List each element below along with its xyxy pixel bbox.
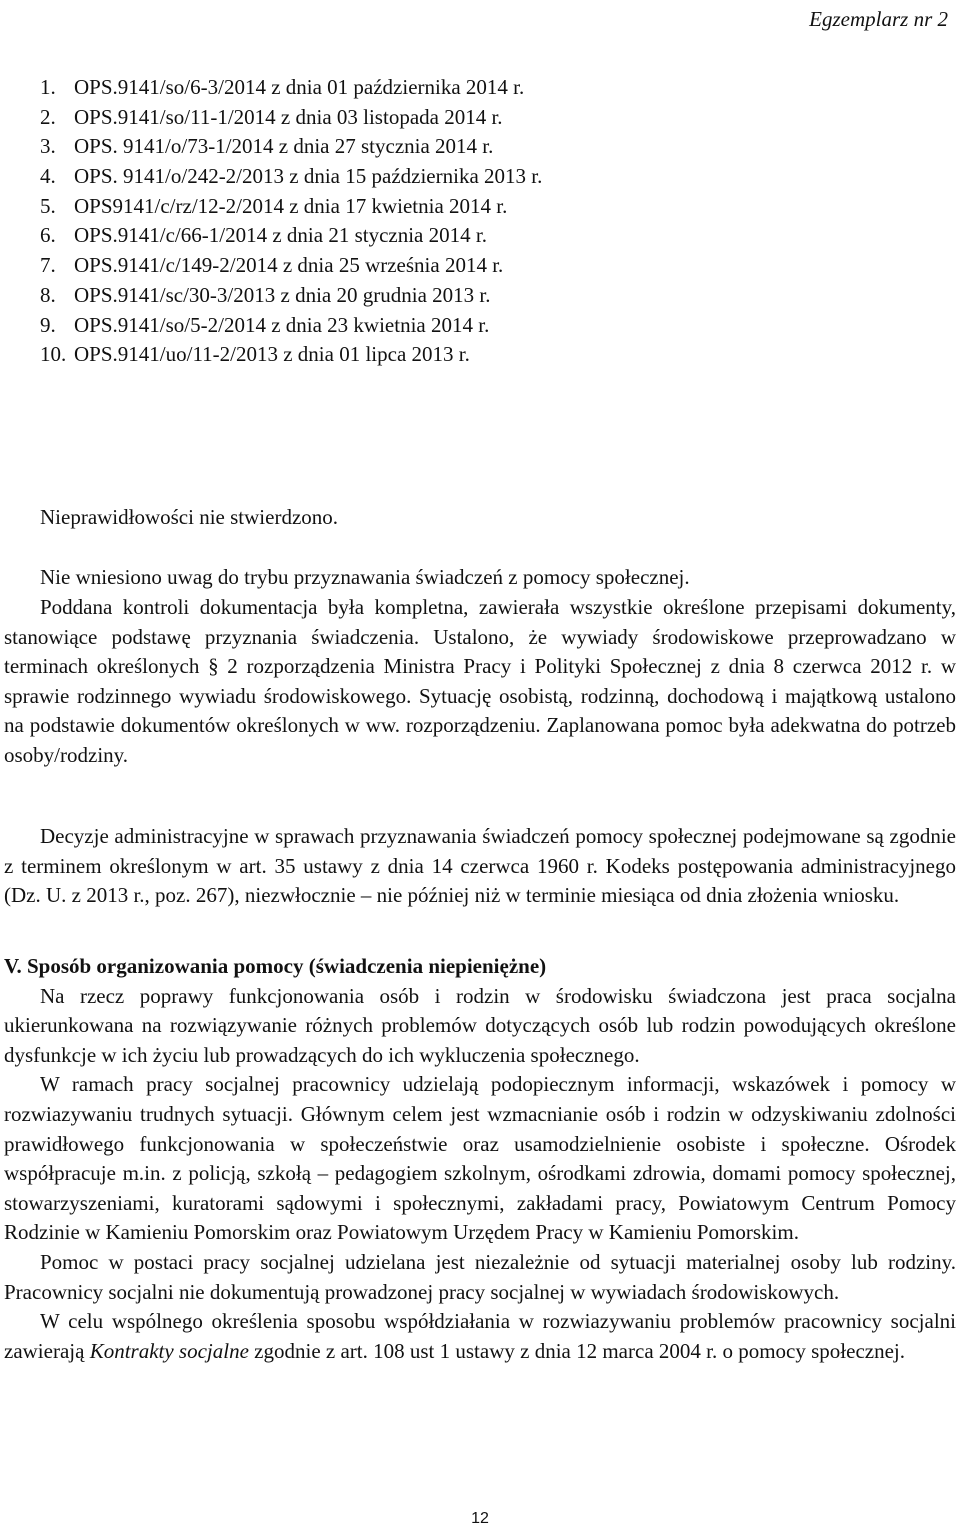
control-paragraph: Poddana kontroli dokumentacja była kompletna, zawierała wszystkie określone przepisami dokumenty, stanowiące podstawę przyznania świadczenia. Ustalono, że wywiady środowiskowe przeprowadzano w terminach określonych § 2 rozporządzenia Ministra Pracy i Polityki Społecznej z dnia 8 czerwca 2012 r. w sprawie rodzinnego wywiadu środowiskowego. Sytuację osobistą, rodzinną, dochodową i majątkową ustalono na podstawie dokumentów określonych w ww. rozporządzeniu. Zaplanowana pomoc była adekwatna do potrzeb osoby/rodziny. <box>4 595 956 767</box>
section-heading: V. Sposób organizowania pomocy (świadczenia niepieniężne) <box>4 954 547 978</box>
list-item-number: 10. <box>40 342 67 367</box>
documentation-paragraph: Pomoc w postaci pracy socjalnej udzielana jest niezależnie od sytuacji materialnej osoby lub rodziny. Pracownicy socjalni nie dokumentują prowadzonej pracy socjalnej w wywiadach środowiskowych. <box>4 1249 956 1304</box>
decisions-timing <box>4 822 956 911</box>
contracts-term: Kontrakty socjalne <box>89 1338 249 1363</box>
list-item-number: 2. <box>40 104 56 129</box>
no-remarks-statement: Nie wniesiono uwag do trybu przyznawania świadczeń z pomocy społecznej. <box>40 565 690 589</box>
list-item <box>40 73 940 103</box>
list-item <box>40 221 940 251</box>
decision-list <box>40 73 940 370</box>
list-item <box>40 192 940 222</box>
list-item-text: OPS.9141/so/5-2/2014 z dnia 23 kwietnia 2014 r. <box>74 312 490 337</box>
section-v <box>4 952 956 1366</box>
contracts-text-before: W celu wspólnego określenia sposobu współdziałania w rozwiazywaniu problemów pracownicy socjalni zawierają <box>4 1309 956 1363</box>
list-item-text: OPS. 9141/o/73-1/2014 z dnia 27 stycznia 2014 r. <box>74 134 494 159</box>
list-item-text: OPS.9141/uo/11-2/2013 z dnia 01 lipca 2013 r. <box>74 342 470 367</box>
page-number: 12 <box>471 1510 489 1527</box>
list-item-number: 3. <box>40 134 56 159</box>
list-item <box>40 340 940 370</box>
list-item-number: 7. <box>40 253 56 278</box>
social-work-paragraph: Na rzecz poprawy funkcjonowania osób i rodzin w środowisku świadczona jest praca socjalna ukierunkowana na rozwiązywanie różnych problemów dotyczących osób lub rodzin powodujących określone dysfunkcje w ich życiu lub prowadzących do ich wykluczenia społecznego. <box>4 983 956 1067</box>
list-item-number: 6. <box>40 223 56 248</box>
list-item-text: OPS.9141/c/149-2/2014 z dnia 25 września 2014 r. <box>74 253 504 278</box>
list-item-text: OPS.9141/c/66-1/2014 z dnia 21 stycznia 2014 r. <box>74 223 487 248</box>
social-contracts-paragraph <box>4 1307 956 1366</box>
contracts-text-after: zgodnie z art. 108 ust 1 ustawy z dnia 12 marca 2004 r. o pomocy społecznej. <box>248 1338 905 1363</box>
decisions-paragraph: Decyzje administracyjne w sprawach przyznawania świadczeń pomocy społecznej podejmowane są zgodnie z terminem określonym w art. 35 ustawy z dnia 14 czerwca 1960 r. Kodeks postępowania administracyjnego (Dz. U. z 2013 r., poz. 267), niezwłocznie – nie później niż w terminie miesiąca od dnia złożenia wniosku. <box>4 824 956 908</box>
no-irregularities-statement: Nieprawidłowości nie stwierdzono. <box>40 505 339 529</box>
list-item <box>40 132 940 162</box>
list-item-number: 1. <box>40 75 56 99</box>
copy-number-label: Egzemplarz nr 2 <box>809 7 948 31</box>
list-item <box>40 103 940 133</box>
list-item-text: OPS.9141/so/6-3/2014 z dnia 01 października 2014 r. <box>74 75 525 99</box>
list-item <box>40 251 940 281</box>
control-findings <box>4 593 956 771</box>
list-item <box>40 311 940 341</box>
list-item <box>40 162 940 192</box>
list-item-number: 9. <box>40 312 56 337</box>
cooperation-paragraph: W ramach pracy socjalnej pracownicy udzielają podopiecznym informacji, wskazówek i pomocy w rozwiazywaniu trudnych sytuacji. Głównym celem jest wzmacnianie osób i rodzin w odzyskiwaniu zdolności prawidłowego funkcjonowania w społeczeństwie oraz usamodzielnienie osobiste i społeczne. Ośrodek współpracuje m.in. z policją, szkołą – pedagogiem szkolnym, ośrodkami zdrowia, domami pomocy społecznej, stowarzyszeniami, kuratorami sądowymi i społecznymi, zakładami pracy, Powiatowym Centrum Pomocy Rodzinie w Kamieniu Pomorskim oraz Powiatowym Urzędem Pracy w Kamieniu Pomorskim. <box>4 1072 956 1245</box>
list-item-text: OPS.9141/sc/30-3/2013 z dnia 20 grudnia 2013 r. <box>74 282 491 307</box>
list-item-text: OPS. 9141/o/242-2/2013 z dnia 15 października 2013 r. <box>74 164 543 189</box>
list-item-text: OPS.9141/so/11-1/2014 z dnia 03 listopada 2014 r. <box>74 104 503 129</box>
list-item-number: 4. <box>40 164 56 189</box>
list-item-number: 5. <box>40 193 56 218</box>
list-item-text: OPS9141/c/rz/12-2/2014 z dnia 17 kwietnia 2014 r. <box>74 193 508 218</box>
list-item <box>40 281 940 311</box>
list-item-number: 8. <box>40 282 56 307</box>
